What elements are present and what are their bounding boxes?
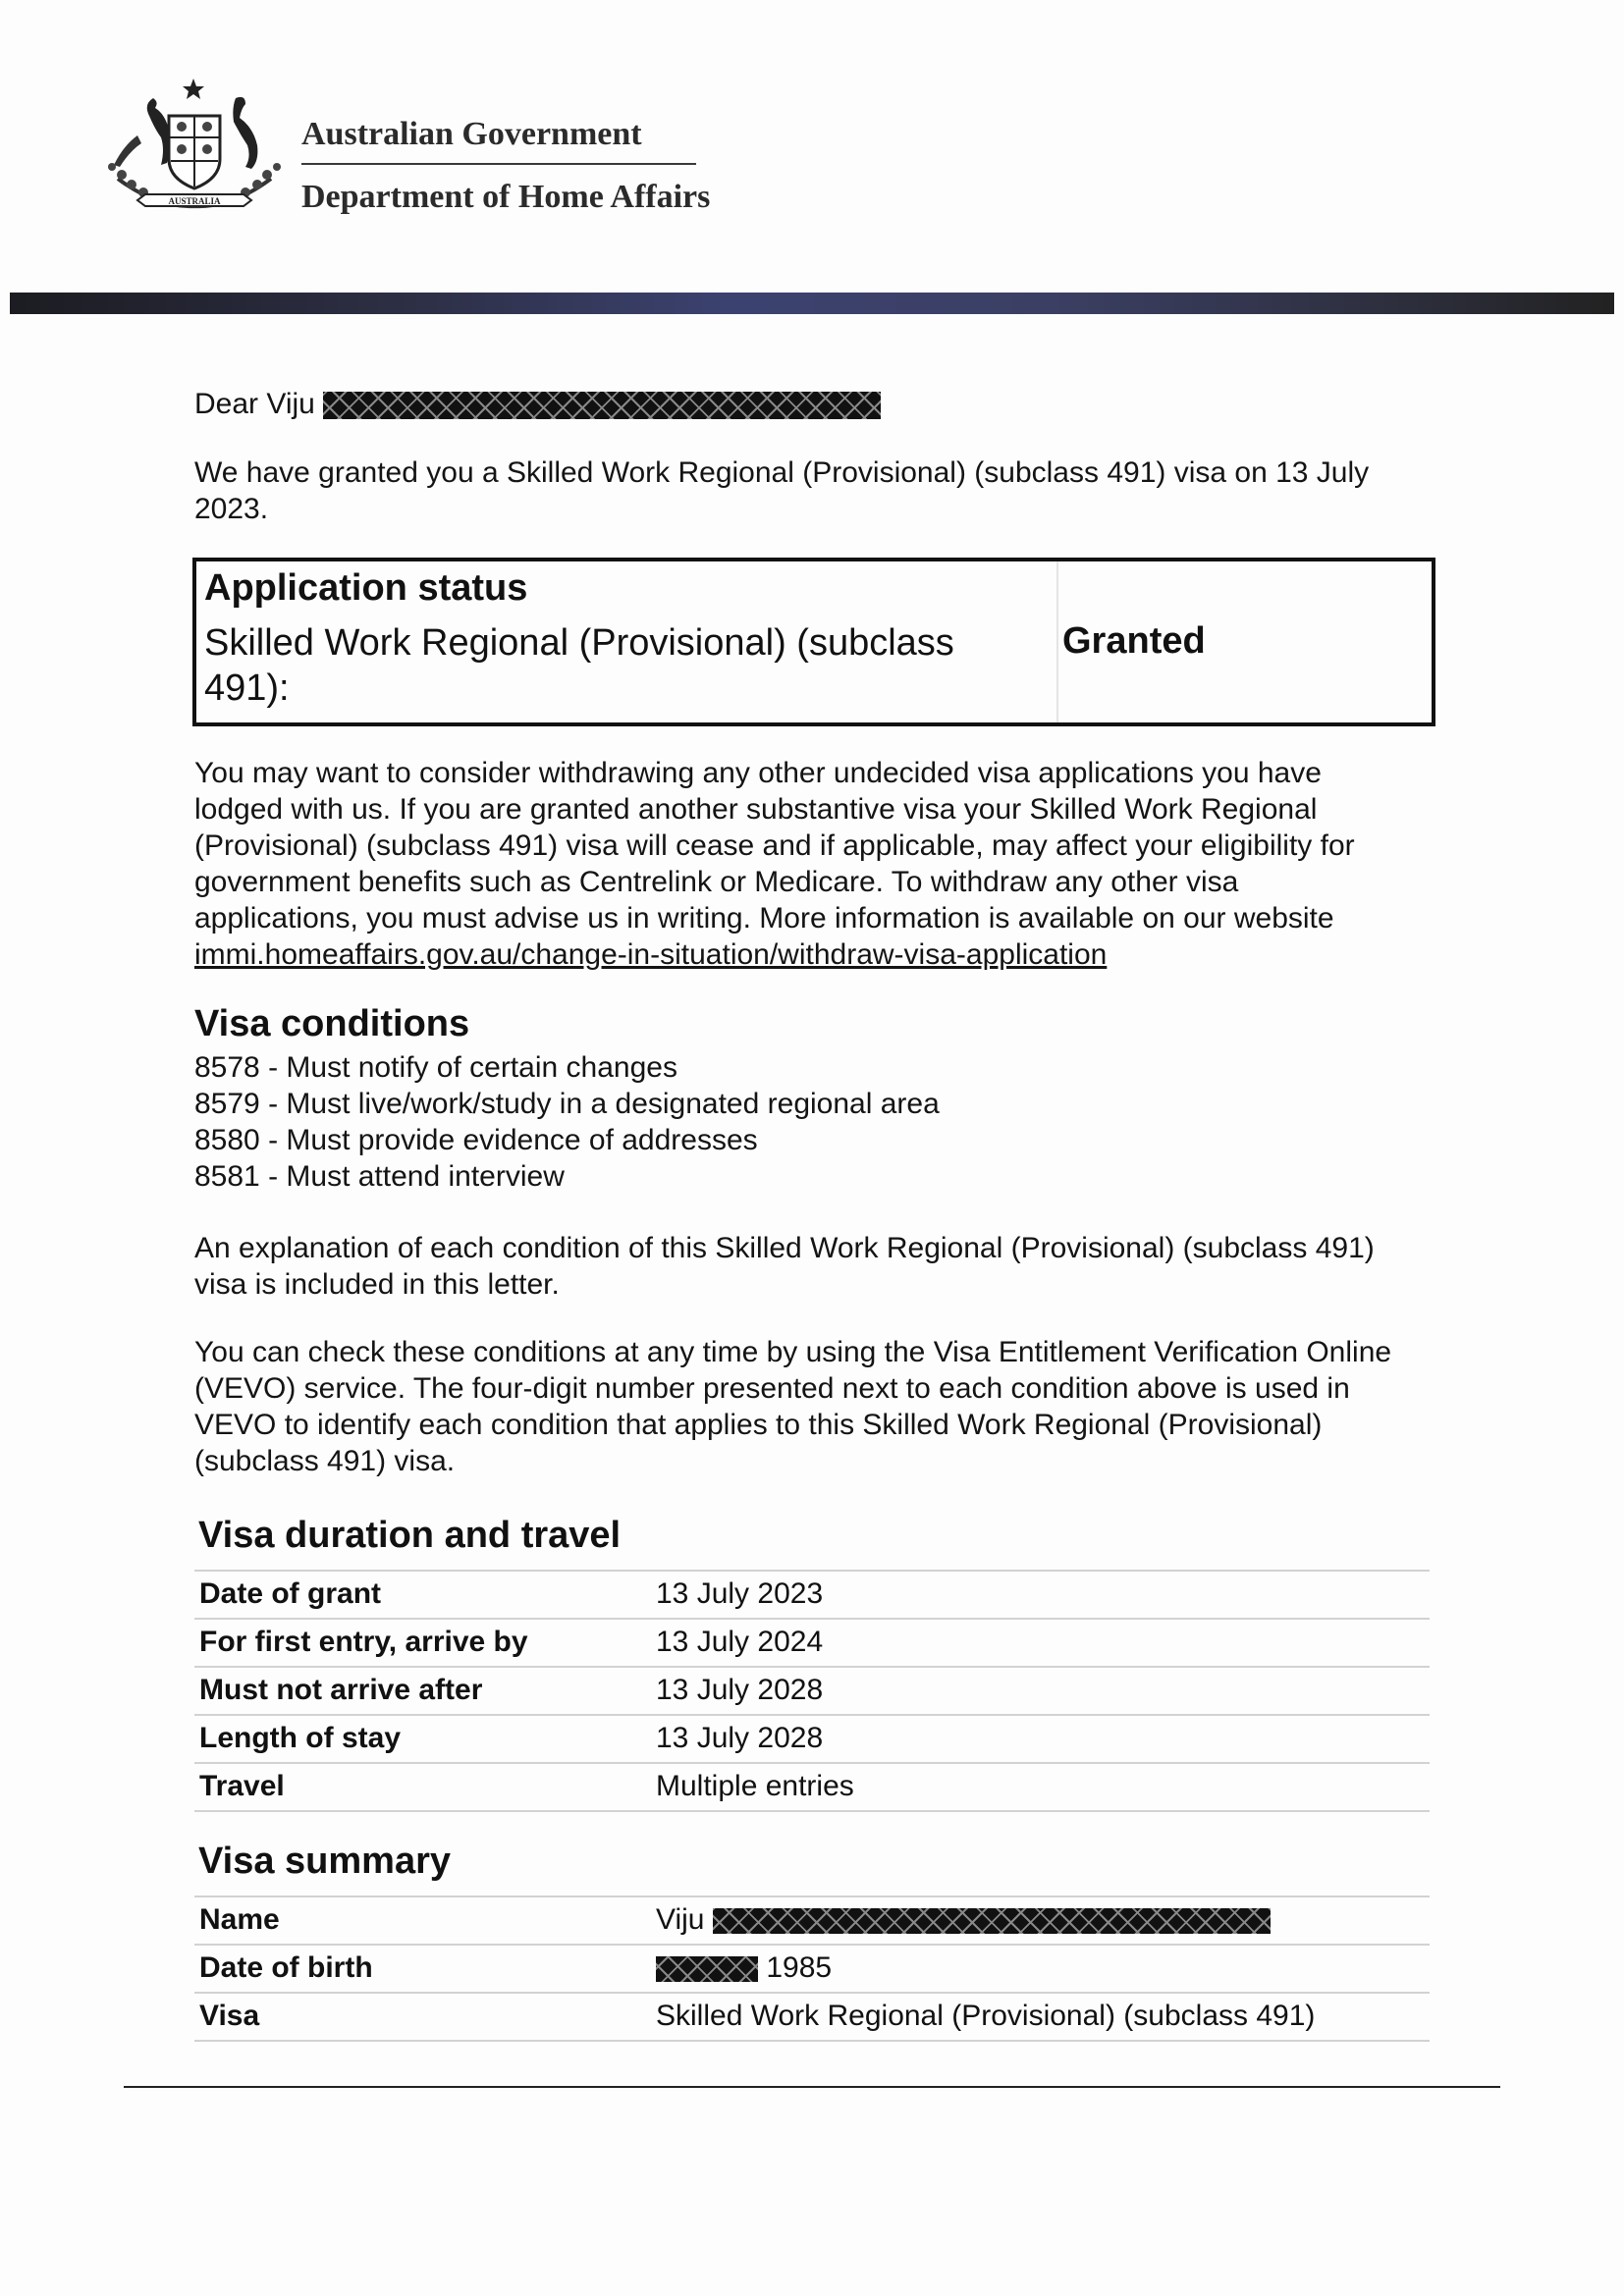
status-visa-label: Skilled Work Regional (Provisional) (subclass 491): xyxy=(204,622,954,709)
visa-conditions-list xyxy=(194,1049,940,1195)
intro-paragraph: We have granted you a Skilled Work Regional (Provisional) (subclass 491) visa on 13 July 2023. xyxy=(194,456,1370,525)
withdraw-paragraph xyxy=(194,755,1397,973)
birth-year-value: 1985 xyxy=(766,1951,833,1984)
table-row xyxy=(194,1764,1430,1812)
org-name: Australian Government xyxy=(301,116,642,152)
table-row xyxy=(194,1570,1430,1620)
greeting-text: Dear Viju xyxy=(194,388,315,420)
redacted-surname xyxy=(713,1908,1271,1934)
header-divider xyxy=(301,163,696,165)
visa-conditions-heading: Visa conditions xyxy=(194,1003,470,1044)
condition-item: 8580 - Must provide evidence of addresses xyxy=(194,1124,758,1156)
row-label: Travel xyxy=(199,1770,285,1802)
visa-duration-table xyxy=(194,1570,1430,1812)
department-name: Department of Home Affairs xyxy=(301,179,711,215)
visa-duration-heading: Visa duration and travel xyxy=(198,1515,622,1556)
vevo-paragraph: You can check these conditions at any time by using the Visa Entitlement Verification Online (VEVO) service. The four-digit number presented next to each condition above is used in VEVO to identify each condition that applies to this Skilled Work Regional (Provisional) (subclass 491) visa. xyxy=(194,1336,1392,1477)
conditions-explanation: An explanation of each condition of this Skilled Work Regional (Provisional) (subclass 491) visa is included in this letter. xyxy=(194,1232,1375,1301)
row-value: 13 July 2023 xyxy=(656,1577,824,1610)
row-label: Date of grant xyxy=(199,1577,382,1610)
row-value xyxy=(656,1903,1271,1937)
table-row xyxy=(194,1668,1430,1716)
status-column-divider xyxy=(1056,561,1058,722)
row-value: 13 July 2028 xyxy=(656,1722,824,1754)
coat-of-arms-icon xyxy=(98,77,290,222)
name-value: Viju xyxy=(656,1903,705,1936)
status-value: Granted xyxy=(1062,620,1206,662)
condition-item: 8579 - Must live/work/study in a designated regional area xyxy=(194,1088,940,1120)
condition-item: 8578 - Must notify of certain changes xyxy=(194,1051,677,1084)
visa-summary-heading: Visa summary xyxy=(198,1841,452,1882)
row-value: 13 July 2028 xyxy=(656,1674,824,1706)
row-value: Multiple entries xyxy=(656,1770,854,1802)
table-row xyxy=(194,1716,1430,1764)
status-title: Application status xyxy=(204,567,528,609)
row-label: Length of stay xyxy=(199,1722,402,1754)
application-status-box xyxy=(192,558,1435,726)
visa-summary-table xyxy=(194,1896,1430,2042)
withdraw-link[interactable]: immi.homeaffairs.gov.au/change-in-situation/withdraw-visa-application xyxy=(194,938,1108,971)
table-row xyxy=(194,1994,1430,2042)
row-label: Name xyxy=(199,1903,280,1936)
row-label: For first entry, arrive by xyxy=(199,1626,528,1658)
withdraw-text: You may want to consider withdrawing any other undecided visa applications you have lodged with us. If you are granted another substantive visa your Skilled Work Regional (Provisional) (subclass 491) visa will cease and if applicable, may affect your eligibility for government benefits such as Centrelink or Medicare. To withdraw any other visa applications, you must advise us in writing. More information is available on our website xyxy=(194,757,1355,934)
row-label: Date of birth xyxy=(199,1951,373,1984)
header-band xyxy=(10,293,1614,314)
row-label: Visa xyxy=(199,2000,260,2032)
redacted-surname xyxy=(323,392,881,419)
greeting xyxy=(194,386,881,422)
redacted-birth-day-month xyxy=(656,1956,758,1982)
row-label: Must not arrive after xyxy=(199,1674,483,1706)
condition-item: 8581 - Must attend interview xyxy=(194,1160,565,1193)
row-value: Skilled Work Regional (Provisional) (subclass 491) xyxy=(656,2000,1316,2032)
row-value xyxy=(656,1951,832,1985)
table-row xyxy=(194,1896,1430,1946)
footer-divider xyxy=(124,2086,1500,2088)
crest-scroll-text: AUSTRALIA xyxy=(168,196,221,206)
row-value: 13 July 2024 xyxy=(656,1626,824,1658)
table-row xyxy=(194,1620,1430,1668)
table-row xyxy=(194,1946,1430,1994)
